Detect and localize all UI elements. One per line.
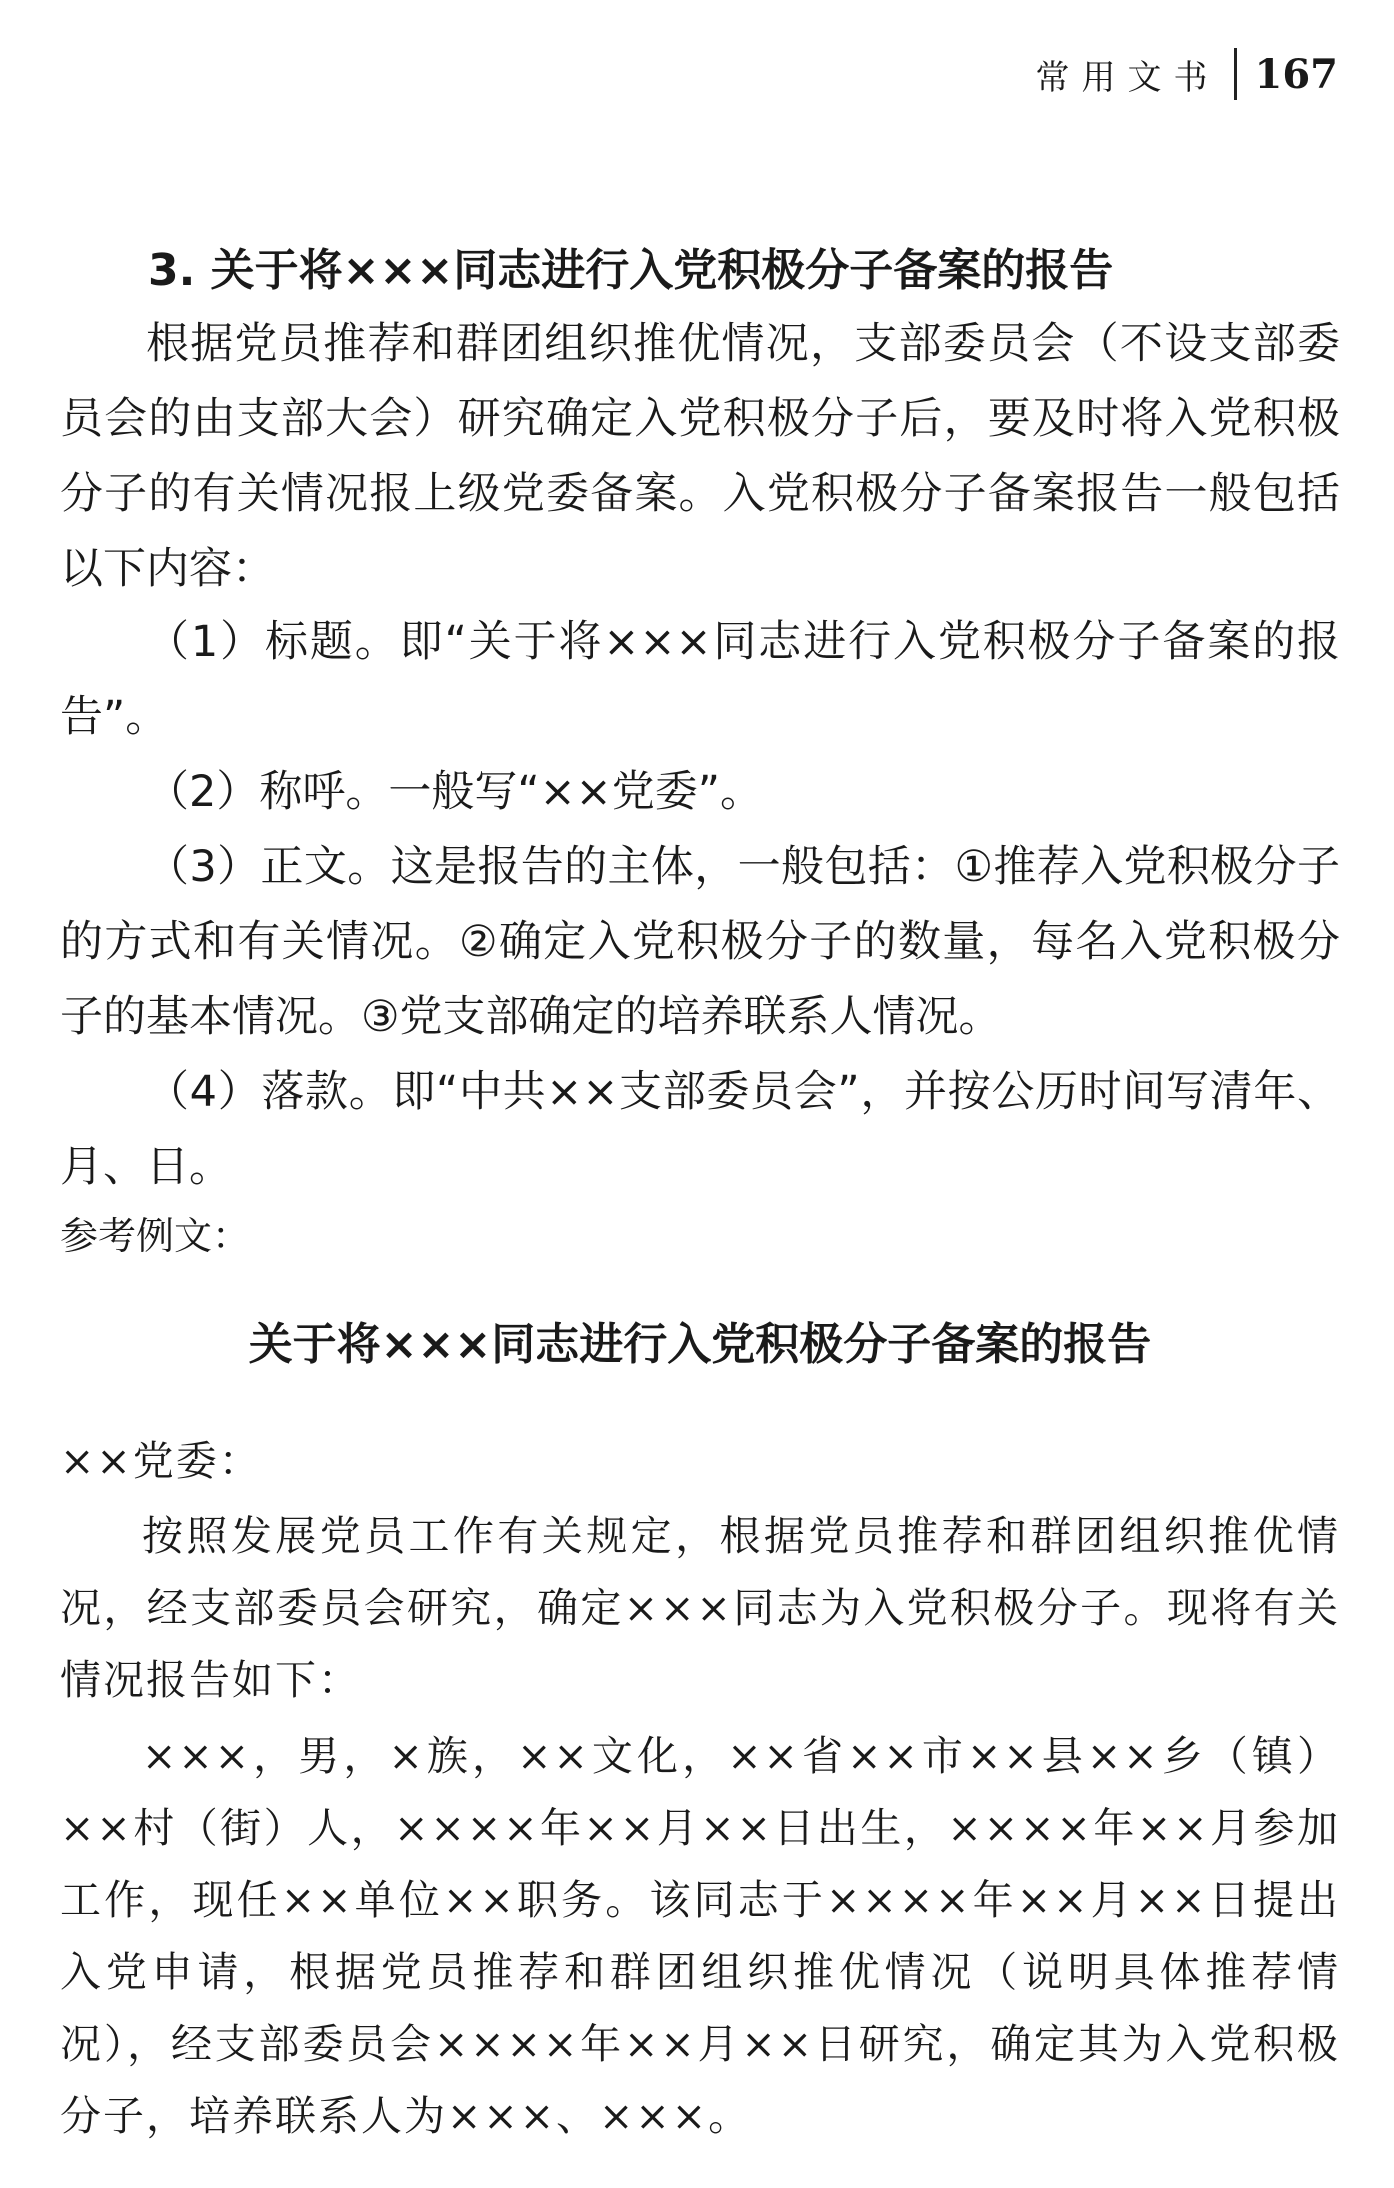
intro-paragraph: 根据党员推荐和群团组织推优情况，支部委员会（不设支部委员会的由支部大会）研究确定入党积极分子后，要及时将入党积极分子的有关情况报上级党委备案。入党积极分子备案报告一般包括以下内容： (60, 319, 1340, 594)
header-section-title: 常用文书 (1035, 57, 1220, 98)
page-number: 167 (1254, 50, 1338, 98)
item-signature-paragraph: （4）落款。即“中共××支部委员会”，并按公历时间写清年、月、日。 (60, 1067, 1340, 1192)
page-body (60, 0, 1340, 2188)
example-salutation: ××党委： (60, 1437, 262, 1485)
example-paragraph-2: ×××，男，×族，××文化，××省××市××县××乡（镇）××村（街）人，××××年××月××日出生，××××年××月参加工作，现任××单位××职务。该同志于××××年××月××日提出入党申请，根据党员推荐和群团组织推优情况（说明具体推荐情况），经支部委员会××××年××月××日研究，确定其为入党积极分子，培养联系人为×××、×××。 (60, 1732, 1340, 2140)
example-title: 关于将×××同志进行入党积极分子备案的报告 (248, 1319, 1152, 1370)
item-title-paragraph: （1）标题。即“关于将×××同志进行入党积极分子备案的报告”。 (60, 617, 1340, 742)
item-body-paragraph: （3）正文。这是报告的主体，一般包括：①推荐入党积极分子的方式和有关情况。②确定入党积极分子的数量，每名入党积极分子的基本情况。③党支部确定的培养联系人情况。 (60, 842, 1340, 1042)
reference-label: 参考例文： (60, 1214, 251, 1258)
section-heading: 3. 关于将×××同志进行入党积极分子备案的报告 (148, 245, 1114, 296)
example-paragraph-1: 按照发展党员工作有关规定，根据党员推荐和群团组织推优情况，经支部委员会研究，确定×××同志为入党积极分子。现将有关情况报告如下： (60, 1512, 1340, 1704)
item-salutation-paragraph: （2）称呼。一般写“××党委”。 (146, 767, 763, 817)
